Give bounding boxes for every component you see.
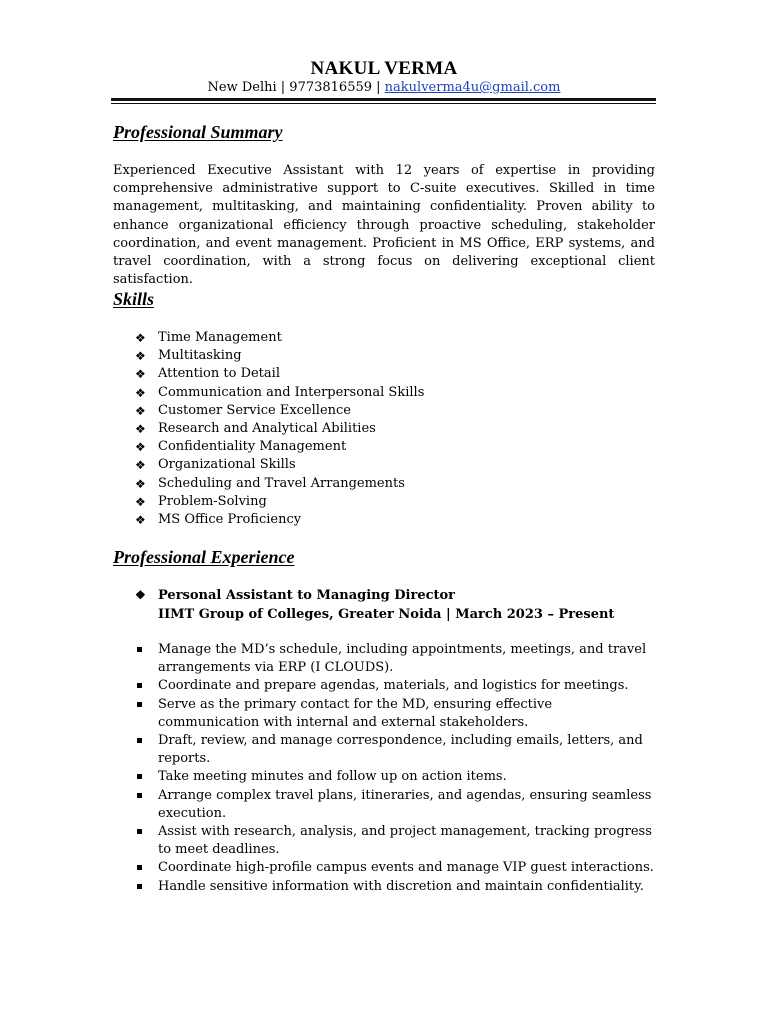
duty-item [113,696,655,732]
skill-label: Problem-Solving [158,493,267,509]
skill-label: Confidentiality Management [158,439,347,455]
header-rule-thin [111,103,656,104]
duty-item [113,732,655,768]
diamond-bullet-icon: ❖ [135,385,146,400]
skill-label: Multitasking [158,348,242,364]
skill-item [113,365,424,383]
skill-label: Organizational Skills [158,457,296,473]
contact-line [113,79,655,97]
duty-text: Assist with research, analysis, and project management, tracking progress to meet deadlines. [158,824,652,858]
skill-item [113,493,424,511]
skill-item [113,384,424,402]
skill-label: MS Office Proficiency [158,511,302,527]
skill-label: Attention to Detail [158,366,280,382]
skill-item [113,438,424,456]
diamond-bullet-icon: ❖ [135,494,146,509]
skill-item [113,456,424,474]
skills-heading: Skills [113,289,155,309]
duty-text: Take meeting minutes and follow up on action items. [158,769,507,785]
duty-text: Coordinate high-profile campus events and manage VIP guest interactions. [158,860,654,876]
diamond-bullet-icon: ❖ [135,458,146,473]
skill-item [113,402,424,420]
experience-heading: Professional Experience [113,547,295,567]
email-link[interactable]: nakulverma4u@gmail.com [384,80,561,95]
contact-location-phone: New Delhi | 9773816559 | [207,80,385,95]
square-bullet-icon [137,829,142,834]
skill-item [113,511,424,529]
duty-text: Draft, review, and manage correspondence, including emails, letters, and reports. [158,733,643,767]
square-bullet-icon [137,774,142,779]
skill-label: Communication and Interpersonal Skills [158,384,425,400]
duty-text: Coordinate and prepare agendas, materials, and logistics for meetings. [158,678,629,694]
job-company-line: IIMT Group of Colleges, Greater Noida | March 2023 – Present [158,607,615,622]
square-bullet-icon [137,884,142,889]
summary-text: Experienced Executive Assistant with 12 years of expertise in providing comprehensive administrative support to C-suite executives. Skilled in time management, multitasking, and maintaining confidentiality. Proven ability to enhance organizational efficiency through proactive scheduling, stakeholder coordination, and event management. Proficient in MS Office, ERP systems, and travel coordination, with a strong focus on delivering exceptional client satisfaction. [113,163,655,288]
header-rule-thick [111,98,656,101]
diamond-bullet-icon: ❖ [135,331,146,345]
duty-item [113,787,655,823]
square-bullet-icon [137,738,142,743]
duty-item [113,823,655,859]
skill-label: Scheduling and Travel Arrangements [158,475,405,491]
candidate-name: NAKUL VERMA [310,58,458,79]
skill-item [113,420,424,438]
duty-item [113,878,655,896]
duty-item [113,859,655,877]
diamond-bullet-icon: ❖ [135,440,146,455]
skill-label: Time Management [158,330,282,345]
square-bullet-icon [137,865,142,870]
summary-heading: Professional Summary [113,122,283,142]
skills-list [113,329,424,529]
duties-list [113,641,655,896]
square-bullet-icon [137,647,142,652]
diamond-bullet-icon: ❖ [135,349,146,364]
skill-label: Research and Analytical Abilities [158,420,376,436]
skill-item [113,329,424,347]
skill-item [113,347,424,365]
duty-item [113,677,655,695]
duty-item [113,768,655,786]
square-bullet-icon [137,793,142,798]
square-bullet-icon [137,702,142,707]
diamond-bullet-icon: ❖ [135,512,146,527]
duty-text: Arrange complex travel plans, itineraries, and agendas, ensuring seamless execution. [158,787,652,821]
diamond-bullet-icon: ❖ [135,588,146,602]
diamond-bullet-icon: ❖ [135,367,146,382]
skill-label: Customer Service Excellence [158,402,351,418]
duty-text: Serve as the primary contact for the MD, ensuring effective communication with internal and external stakeholders. [158,696,553,730]
job-title-line [113,586,655,605]
duty-item [113,641,655,677]
diamond-bullet-icon: ❖ [135,476,146,491]
square-bullet-icon [137,683,142,688]
duty-text: Handle sensitive information with discretion and maintain confidentiality. [158,878,644,894]
skill-item [113,475,424,493]
duty-text: Manage the MD’s schedule, including appointments, meetings, and travel arrangements via ERP (I CLOUDS). [158,642,647,676]
diamond-bullet-icon: ❖ [135,421,146,436]
job-entry [113,586,655,624]
job-title: Personal Assistant to Managing Director [158,588,456,603]
diamond-bullet-icon: ❖ [135,403,146,418]
